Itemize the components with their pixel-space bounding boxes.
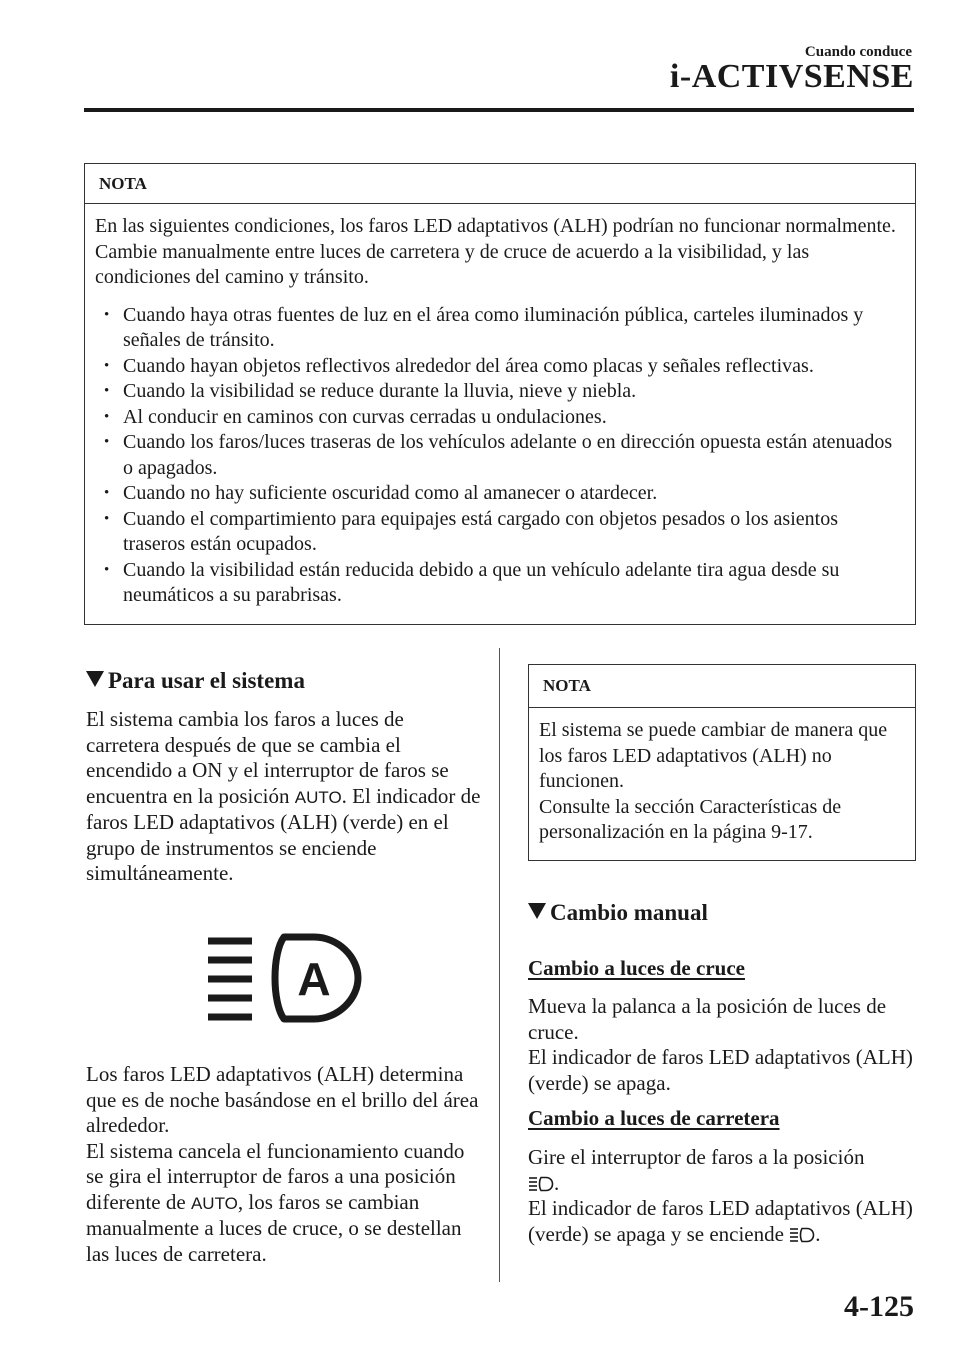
- high-beam-icon: [789, 1227, 815, 1243]
- note-box-conditions: [84, 163, 916, 625]
- note-heading: NOTA: [529, 665, 915, 708]
- header-rule: [84, 108, 914, 112]
- note-line: Consulte la sección Características de personalización en la página 9-17.: [539, 795, 842, 843]
- section-title-cambio: [528, 900, 708, 926]
- text-span: El sistema cancela el funcionamiento cuando se gira el interruptor de faros a una posición diferente de: [86, 1138, 465, 1214]
- column-divider: [499, 648, 500, 1282]
- note-line: El sistema se puede cambiar de manera que los faros LED adaptativos (ALH) no funcionen.: [539, 719, 888, 792]
- list-item: • Al conducir en caminos con curvas cerradas u ondulaciones.: [95, 405, 905, 431]
- text-line: El indicador de faros LED adaptativos (ALH) (verde) se apaga.: [528, 1045, 913, 1095]
- conditions-list: [95, 303, 905, 609]
- list-item: • Cuando no hay suficiente oscuridad como al amanecer o atardecer.: [95, 481, 905, 507]
- text-span: . El indicador de faros LED adaptativos (ALH) (verde) en el grupo de instrumentos se enciende simultáneamente.: [86, 783, 481, 885]
- text-line: [528, 1171, 920, 1197]
- triangle-marker-icon: [86, 671, 104, 687]
- note-box-customization: [528, 664, 916, 861]
- list-item: • Cuando los faros/luces traseras de los vehículos adelante o en dirección opuesta están atenuados o apagados.: [95, 430, 905, 481]
- paragraph-alh: [86, 1062, 481, 1267]
- text-span: El sistema cambia los faros a luces de carretera después de que se cambia el encendido a ON y el interruptor de faros se encuentra en la posición: [86, 707, 449, 808]
- list-item: • Cuando el compartimiento para equipajes está cargado con objetos pesados o los asientos traseros están ocupados.: [95, 507, 905, 558]
- text-span: , los faros se cambian manualmente a luces de cruce, o se destellan las luces de carretera.: [86, 1189, 462, 1266]
- auto-word: AUTO: [294, 787, 342, 807]
- text-span: .: [815, 1221, 821, 1246]
- alh-indicator-icon: [206, 933, 362, 1023]
- high-beam-icon: [528, 1176, 554, 1192]
- subtitle-cruce: Cambio a luces de cruce: [528, 956, 745, 980]
- page-number: 4-125: [844, 1290, 914, 1323]
- note-intro: En las siguientes condiciones, los faros LED adaptativos (ALH) podrían no funcionar normalmente. Cambie manualmente entre luces de carretera y de cruce de acuerdo a la visibilidad, y las condiciones del camino y tránsito.: [95, 215, 896, 288]
- indicator-letter: A: [297, 953, 331, 1005]
- paragraph-carretera: [528, 1145, 920, 1247]
- section-title-text: Para usar el sistema: [108, 668, 305, 693]
- subtitle-carretera: Cambio a luces de carretera: [528, 1106, 780, 1130]
- text-line: [86, 1139, 481, 1268]
- section-title-usar: [86, 668, 305, 694]
- list-item: • Cuando haya otras fuentes de luz en el área como iluminación pública, carteles iluminados y señales de tránsito.: [95, 303, 905, 354]
- note-body: [529, 708, 915, 846]
- text-line: [528, 1196, 920, 1247]
- section-title-text: Cambio manual: [550, 900, 708, 925]
- list-item: • Cuando la visibilidad están reducida debido a que un vehículo adelante tira agua desde su neumáticos a su parabrisas.: [95, 558, 905, 609]
- auto-word: AUTO: [190, 1193, 238, 1213]
- list-item: • Cuando la visibilidad se reduce durante la lluvia, nieve y niebla.: [95, 379, 905, 405]
- note-heading: NOTA: [85, 164, 915, 204]
- text-line: Los faros LED adaptativos (ALH) determina que es de noche basándose en el brillo del área alrededor.: [86, 1062, 479, 1137]
- header-section: Cuando conduce: [804, 44, 912, 60]
- header-title: i-ACTIVSENSE: [669, 58, 914, 95]
- note-body: [85, 204, 915, 609]
- text-span: El indicador de faros LED adaptativos (ALH) (verde) se apaga y se enciende: [528, 1196, 913, 1246]
- triangle-marker-icon: [528, 903, 546, 919]
- paragraph-cruce: [528, 994, 920, 1096]
- paragraph-usar: [86, 707, 481, 887]
- list-item: • Cuando hayan objetos reflectivos alrededor del área como placas y señales reflectivas.: [95, 354, 905, 380]
- text-line: Mueva la palanca a la posición de luces de cruce.: [528, 994, 887, 1044]
- text-line: Gire el interruptor de faros a la posición: [528, 1145, 865, 1169]
- text-span: .: [554, 1170, 560, 1195]
